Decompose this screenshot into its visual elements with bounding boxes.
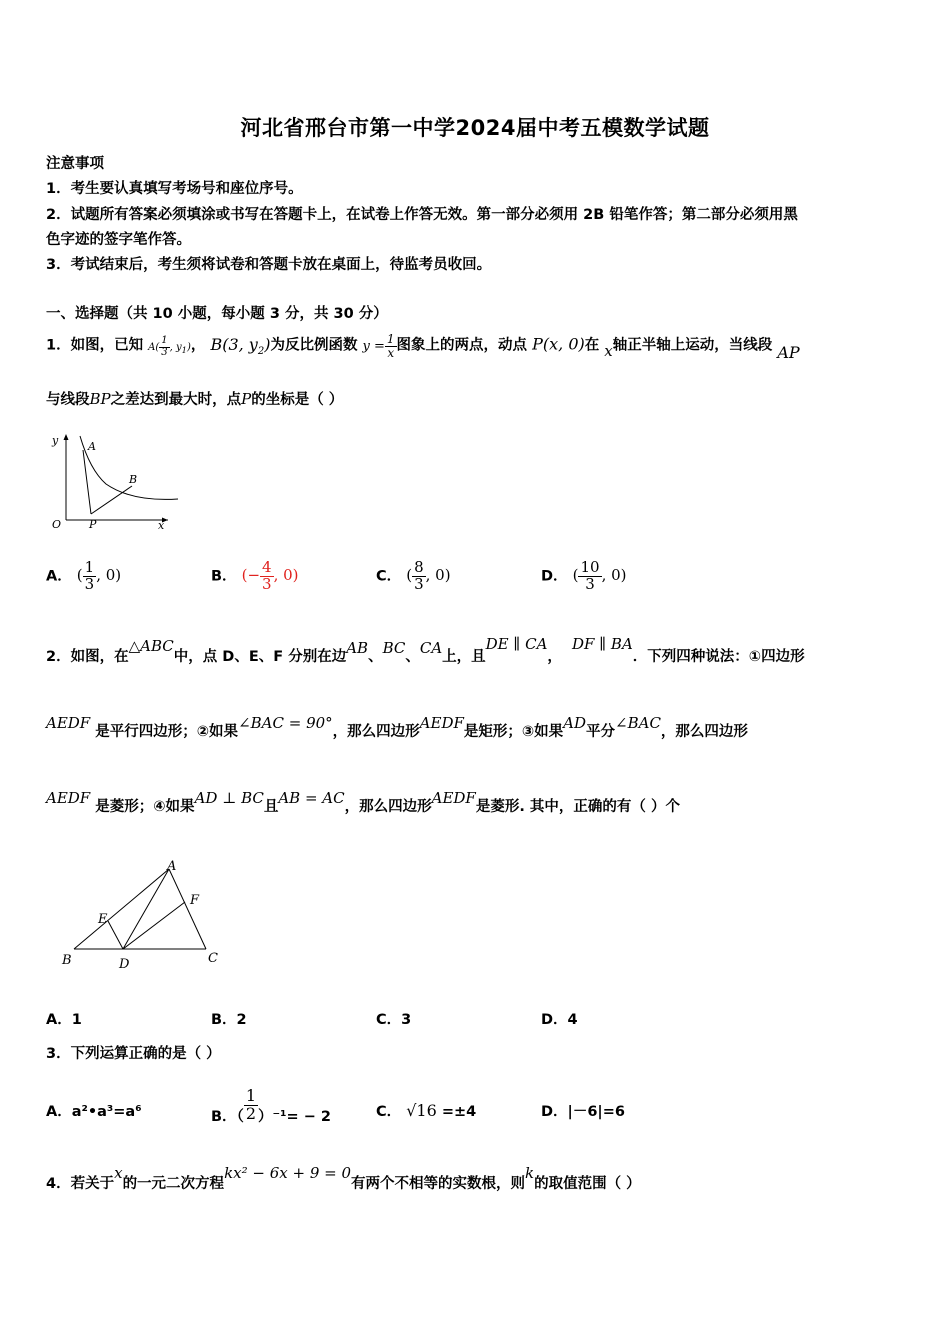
q1-func-den: x (387, 345, 395, 360)
q4-k: k (525, 1164, 535, 1182)
q3-option-b-open: （ (236, 1109, 244, 1126)
q3-option-d-value: |－6|=6 (567, 1104, 625, 1120)
q2-line-1 (46, 635, 805, 666)
q4-text-4: 的取值范围（ ） (534, 1176, 641, 1192)
q3-option-c-label: C． (376, 1104, 402, 1120)
q1-option-b-value (241, 558, 299, 593)
q3-option-b-num: 1 (245, 1086, 256, 1105)
q1-option-a-value (76, 558, 122, 593)
q1-option-b-open: (− (241, 566, 261, 585)
q1-point-b-sub: 2 (257, 345, 265, 357)
q1-text-4: 在 (584, 337, 600, 354)
q1-option-a[interactable] (46, 560, 121, 593)
q1-option-c-num: 8 (414, 558, 424, 576)
notice-item-2-cont: 色字迹的签字笔作答。 (46, 232, 191, 248)
q2-text-1: 2．如图，在 (46, 649, 129, 665)
segment-ed (108, 921, 123, 949)
notice-heading: 注意事项 (46, 156, 104, 172)
notice-item-1: 1．考生要认真填写考场号和座位序号。 (46, 181, 303, 197)
q1-option-c-rest: , 0) (425, 566, 451, 585)
q1-option-b[interactable] (211, 560, 299, 593)
q1-option-a-label: A． (46, 568, 72, 585)
q1-point-a-num: 1 (161, 335, 168, 347)
q3-option-a[interactable] (46, 1100, 142, 1121)
q1-func-y: y = (362, 338, 385, 354)
q3-option-a-label: A． (46, 1104, 72, 1120)
q3-option-b-label: B． (211, 1109, 237, 1126)
q1-option-c-label: C． (376, 568, 402, 585)
segment-ba (74, 869, 169, 949)
q2-ca: CA (419, 639, 443, 657)
q1-point-b-close: ) (264, 334, 271, 354)
q4-equation: kx² − 6x + 9 = 0 (224, 1164, 352, 1182)
q1-option-d-num: 10 (580, 558, 600, 576)
q1-point-a-frac (159, 336, 169, 358)
q2-option-b[interactable]: B．2 (211, 1012, 247, 1028)
q1-bp: BP (89, 390, 111, 408)
q1-p: P (241, 390, 252, 408)
q2-sep-2: 、 (405, 649, 420, 665)
q1-point-b (210, 334, 271, 357)
q1-function (362, 332, 397, 360)
q2-ab-eq: AB = AC (278, 789, 345, 807)
q2-aedf-2: AEDF (419, 714, 464, 732)
q4-text-2: 的一元二次方程 (122, 1176, 225, 1192)
q1-option-a-frac (83, 560, 97, 593)
q1-option-d-rest: , 0) (601, 566, 627, 585)
label-c: C (208, 951, 218, 966)
q4-stem (46, 1164, 641, 1193)
q1-comma: ， (190, 337, 206, 354)
q3-option-d[interactable] (541, 1100, 625, 1121)
q1-option-d-den: 3 (585, 574, 595, 593)
q1-text-2: 为反比例函数 (270, 337, 358, 354)
q2-text-2: 中，点 D、E、F 分别在边 (173, 649, 347, 665)
q1-ap: AP (777, 342, 800, 362)
q2-sep-1: 、 (368, 649, 383, 665)
label-a: A (88, 440, 96, 453)
q1-line-2 (46, 388, 343, 409)
segment-ac (169, 869, 206, 949)
segment-bp (91, 486, 132, 514)
q3-option-b-den: 2 (245, 1103, 256, 1123)
label-f: F (190, 893, 200, 908)
label-x: x (158, 519, 165, 532)
q2-option-c[interactable]: C．3 (376, 1012, 412, 1028)
q2-text-13: 是菱形. 其中，正确的有（ ）个 (475, 799, 680, 815)
q2-bc: BC (382, 639, 406, 657)
q1-option-a-open: ( (76, 566, 83, 585)
label-o: O (52, 518, 62, 531)
q2-option-d[interactable]: D．4 (541, 1012, 578, 1028)
q2-text-9: ，那么四边形 (660, 724, 748, 740)
q3-option-b-frac (244, 1088, 258, 1123)
segment-df (123, 902, 185, 949)
notice-item-2: 2．试题所有答案必须填涂或书写在答题卡上，在试卷上作答无效。第一部分必须用 2B 铅笔作答；第二部分必须用黑 (46, 207, 798, 223)
q1-option-c-den: 3 (414, 574, 424, 593)
q1-point-a-den: 3 (161, 346, 168, 358)
q1-text-3: 图象上的两点，动点 (396, 337, 528, 354)
q1-point-a-y: , y (169, 341, 182, 353)
q3-option-b-rest: ）⁻¹= − 2 (258, 1109, 331, 1126)
q2-text-5: 是平行四边形；②如果 (95, 724, 239, 740)
exam-title: 河北省邢台市第一中学2024届中考五模数学试题 (240, 116, 710, 140)
label-p: P (89, 518, 97, 531)
q1-option-d-frac (578, 560, 601, 593)
q4-text-3: 有两个不相等的实数根，则 (351, 1176, 526, 1192)
q3-option-c[interactable] (376, 1100, 476, 1121)
q1-option-c-open: ( (406, 566, 413, 585)
q1-point-a (148, 335, 191, 358)
q1-option-c-value (406, 558, 451, 593)
q1-func-num: 1 (386, 332, 395, 346)
q2-comma: ， (547, 649, 562, 665)
q1-func-frac (385, 333, 397, 359)
q1-option-a-num: 1 (84, 558, 95, 576)
q2-text-8: 平分 (586, 724, 616, 740)
segment-ap (83, 450, 91, 514)
q1-x: x (604, 341, 613, 360)
segment-ad (123, 869, 169, 949)
q2-text-3: 上，且 (442, 649, 486, 665)
q1-text-6: 与线段 (46, 392, 90, 408)
label-e: E (98, 912, 108, 927)
q1-option-d-value (572, 558, 627, 593)
q1-text: 1．如图，已知 (46, 337, 144, 354)
notice-item-3: 3．考试结束后，考生须将试卷和答题卡放在桌面上，待监考员收回。 (46, 257, 492, 273)
label-y: y (52, 434, 59, 447)
q4-text-1: 4．若关于 (46, 1176, 115, 1192)
q1-point-p: P(x, 0) (532, 334, 585, 354)
q2-text-6: ，那么四边形 (332, 724, 420, 740)
q1-option-d[interactable] (541, 560, 627, 593)
q1-option-c[interactable] (376, 560, 451, 593)
q2-text-4: ．下列四种说法：①四边形 (632, 649, 805, 665)
q2-line-2 (46, 714, 748, 741)
y-axis-arrow (64, 434, 69, 440)
q1-point-a-open: A( (148, 341, 160, 353)
q1-option-b-num: 4 (262, 558, 272, 576)
q1-text-5: 轴正半轴上运动，当线段 (612, 337, 773, 354)
q1-option-b-frac (260, 560, 274, 593)
q2-aedf-4: AEDF (431, 789, 476, 807)
q2-text-11: 且 (263, 799, 279, 815)
q2-aedf-1: AEDF (46, 714, 91, 732)
q3-option-c-sqrt: √16 (406, 1101, 437, 1120)
q2-option-a[interactable]: A．1 (46, 1012, 82, 1028)
q1-point-a-sub: 1 (181, 344, 187, 355)
q1-option-b-den: 3 (262, 574, 272, 593)
q1-text-7: 之差达到最大时，点 (110, 392, 242, 408)
q3-option-b[interactable] (211, 1076, 331, 1126)
q2-angle-bac: ∠BAC (615, 714, 661, 732)
q1-option-a-rest: , 0) (96, 566, 122, 585)
q2-triangle: △ABC (128, 637, 174, 655)
q2-line-3 (46, 789, 680, 816)
q2-de-parallel: DE ∥ CA (485, 635, 548, 653)
q3-option-a-value: a²•a³=a⁶ (71, 1104, 142, 1120)
q1-point-a-close: ) (186, 341, 191, 353)
q1-option-d-label: D． (541, 568, 568, 585)
q1-option-b-rest: , 0) (273, 566, 299, 585)
q2-ab: AB (346, 639, 369, 657)
q3-option-c-rest: =±4 (441, 1104, 477, 1120)
q4-x: x (114, 1164, 123, 1182)
q1-line-1 (46, 332, 800, 362)
q1-text-8: 的坐标是（ ） (251, 392, 344, 408)
q2-text-7: 是矩形；③如果 (463, 724, 564, 740)
q1-option-d-open: ( (572, 566, 579, 585)
q2-text-12: ，那么四边形 (344, 799, 432, 815)
label-b: B (62, 953, 72, 968)
q3-stem: 3．下列运算正确的是（ ） (46, 1046, 221, 1062)
q2-text-10: 是菱形；④如果 (95, 799, 195, 815)
q3-option-d-label: D． (541, 1104, 568, 1120)
q2-ad-perp: AD ⊥ BC (194, 789, 264, 807)
label-d: D (119, 957, 130, 972)
q2-aedf-3: AEDF (46, 789, 91, 807)
q1-point-b-text: B(3, y (210, 334, 258, 354)
q1-option-c-frac (412, 560, 426, 593)
label-a: A (167, 859, 177, 874)
q2-angle-90: ∠BAC = 90° (238, 714, 333, 732)
label-b: B (129, 473, 138, 486)
q1-option-b-label: B． (211, 568, 237, 585)
section-heading: 一、选择题（共 10 小题，每小题 3 分，共 30 分） (46, 306, 388, 322)
q2-ad: AD (563, 714, 587, 732)
q1-option-a-den: 3 (84, 574, 95, 593)
q1-figure (46, 428, 186, 533)
q2-figure (56, 856, 231, 974)
q2-df-parallel: DF ∥ BA (572, 635, 633, 653)
